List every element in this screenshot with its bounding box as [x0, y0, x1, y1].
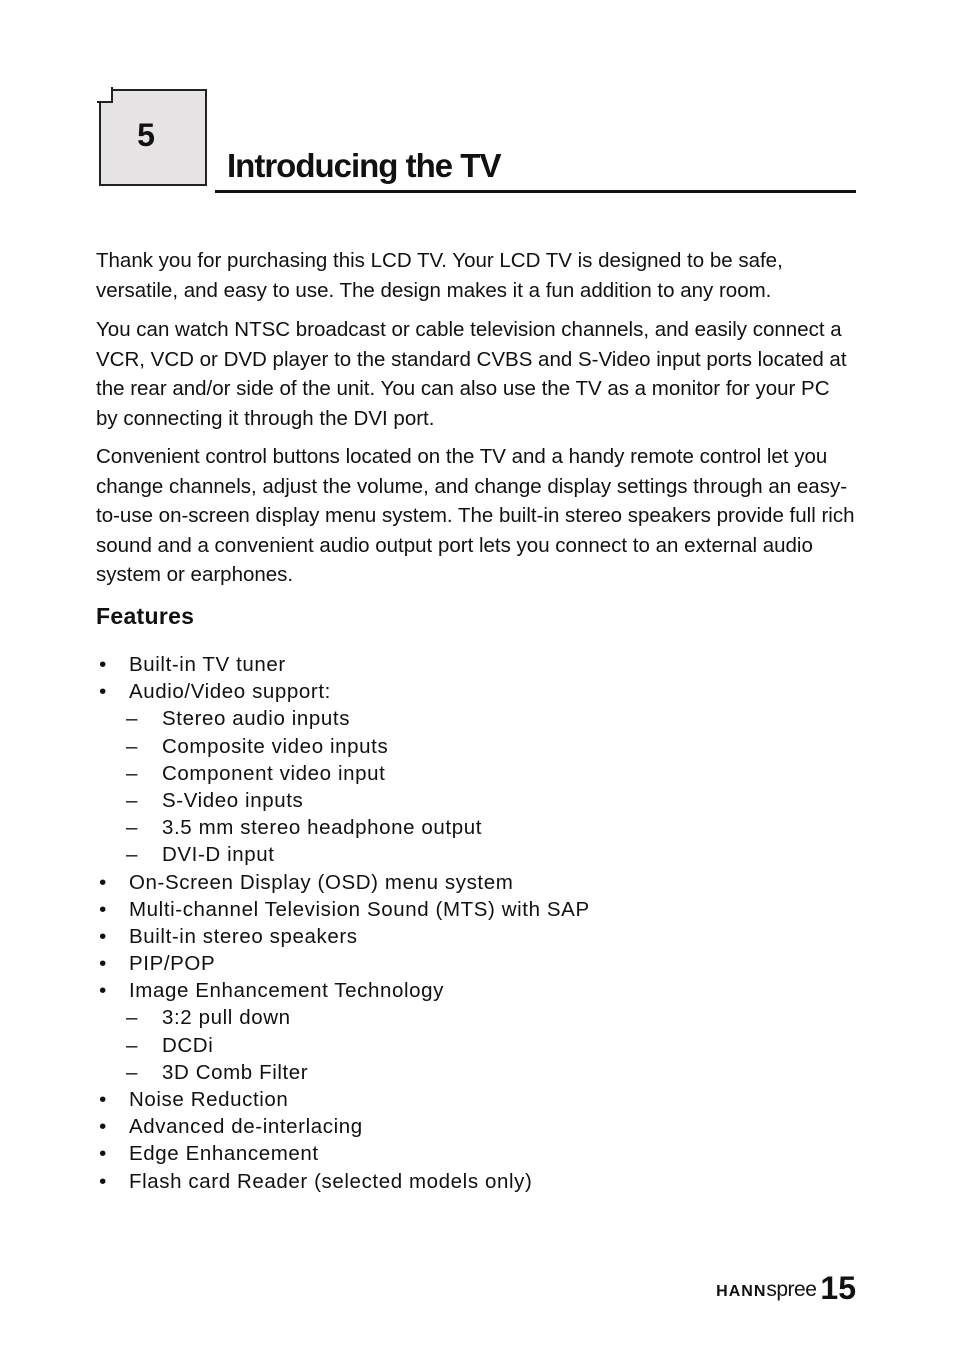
feature-text: Built-in TV tuner — [129, 653, 286, 676]
chapter-number: 5 — [137, 117, 155, 153]
dash-marker: – — [125, 788, 138, 812]
bullet-marker: • — [99, 1115, 107, 1139]
bullet-marker: • — [99, 1142, 107, 1166]
bullet-marker: • — [99, 653, 107, 676]
feature-text: DVI-D input — [162, 843, 275, 867]
bullet-marker: • — [99, 924, 107, 948]
feature-text: Built-in stereo speakers — [129, 924, 358, 948]
bullet-marker: • — [99, 870, 107, 894]
chapter-tab — [99, 89, 207, 186]
dash-marker: – — [125, 1006, 138, 1030]
feature-text: Flash card Reader (selected models only) — [129, 1169, 533, 1193]
bullet-marker: • — [99, 1088, 107, 1111]
bullet-marker: • — [99, 1169, 107, 1193]
inputs-paragraph: You can watch NTSC broadcast or cable television channels, and easily connect a VCR, VCD or DVD player to the standard CVBS and S-Video input ports located at the rear and/or side of the unit. You can also use the TV as a monitor for your PC by connecting it through the DVI port. — [96, 318, 847, 430]
feature-text: DCDi — [162, 1033, 214, 1057]
page-number: 15 — [820, 1270, 856, 1306]
page-title: Introducing the TV — [227, 147, 501, 184]
intro-paragraph: Thank you for purchasing this LCD TV. Your LCD TV is designed to be safe, versatile, and easy to use. The design makes it a fun addition to any room. — [96, 249, 783, 302]
feature-text: 3.5 mm stereo headphone output — [162, 816, 483, 840]
feature-text: Stereo audio inputs — [162, 707, 351, 731]
title-underline — [215, 190, 856, 193]
feature-text: Advanced de-interlacing — [129, 1115, 363, 1139]
features-heading: Features — [96, 603, 195, 629]
dash-marker: – — [125, 761, 138, 785]
dash-marker: – — [125, 816, 138, 840]
feature-text: 3D Comb Filter — [162, 1060, 309, 1084]
feature-text: Audio/Video support: — [129, 680, 331, 704]
dash-marker: – — [125, 707, 138, 731]
bullet-marker: • — [99, 897, 107, 921]
dash-marker: – — [125, 1060, 138, 1084]
feature-text: PIP/POP — [129, 952, 216, 976]
feature-text: Image Enhancement Technology — [129, 979, 445, 1003]
feature-text: Multi-channel Television Sound (MTS) with SAP — [129, 897, 590, 921]
dash-marker: – — [125, 734, 138, 758]
dash-marker: – — [125, 843, 138, 867]
bullet-marker: • — [99, 979, 107, 1003]
brand-logo: HANNspree — [716, 1278, 817, 1301]
feature-text: 3:2 pull down — [162, 1006, 291, 1030]
controls-paragraph: Convenient control buttons located on the TV and a handy remote control let you change channels, adjust the volume, and change display settings through an easy-to-use on-screen display menu system. The built-in stereo speakers provide full rich sound and a convenient audio output port lets you connect to an external audio system or earphones. — [96, 445, 855, 586]
page-footer — [716, 1270, 856, 1306]
feature-text: Composite video inputs — [162, 734, 389, 758]
bullet-marker: • — [99, 952, 107, 976]
feature-text: Edge Enhancement — [129, 1142, 319, 1166]
feature-text: S-Video inputs — [162, 788, 304, 812]
feature-text: On-Screen Display (OSD) menu system — [129, 870, 514, 894]
feature-text: Noise Reduction — [129, 1088, 289, 1111]
dash-marker: – — [125, 1033, 138, 1057]
feature-text: Component video input — [162, 761, 386, 785]
bullet-marker: • — [99, 680, 107, 704]
chapter-tab-notch — [97, 87, 113, 103]
